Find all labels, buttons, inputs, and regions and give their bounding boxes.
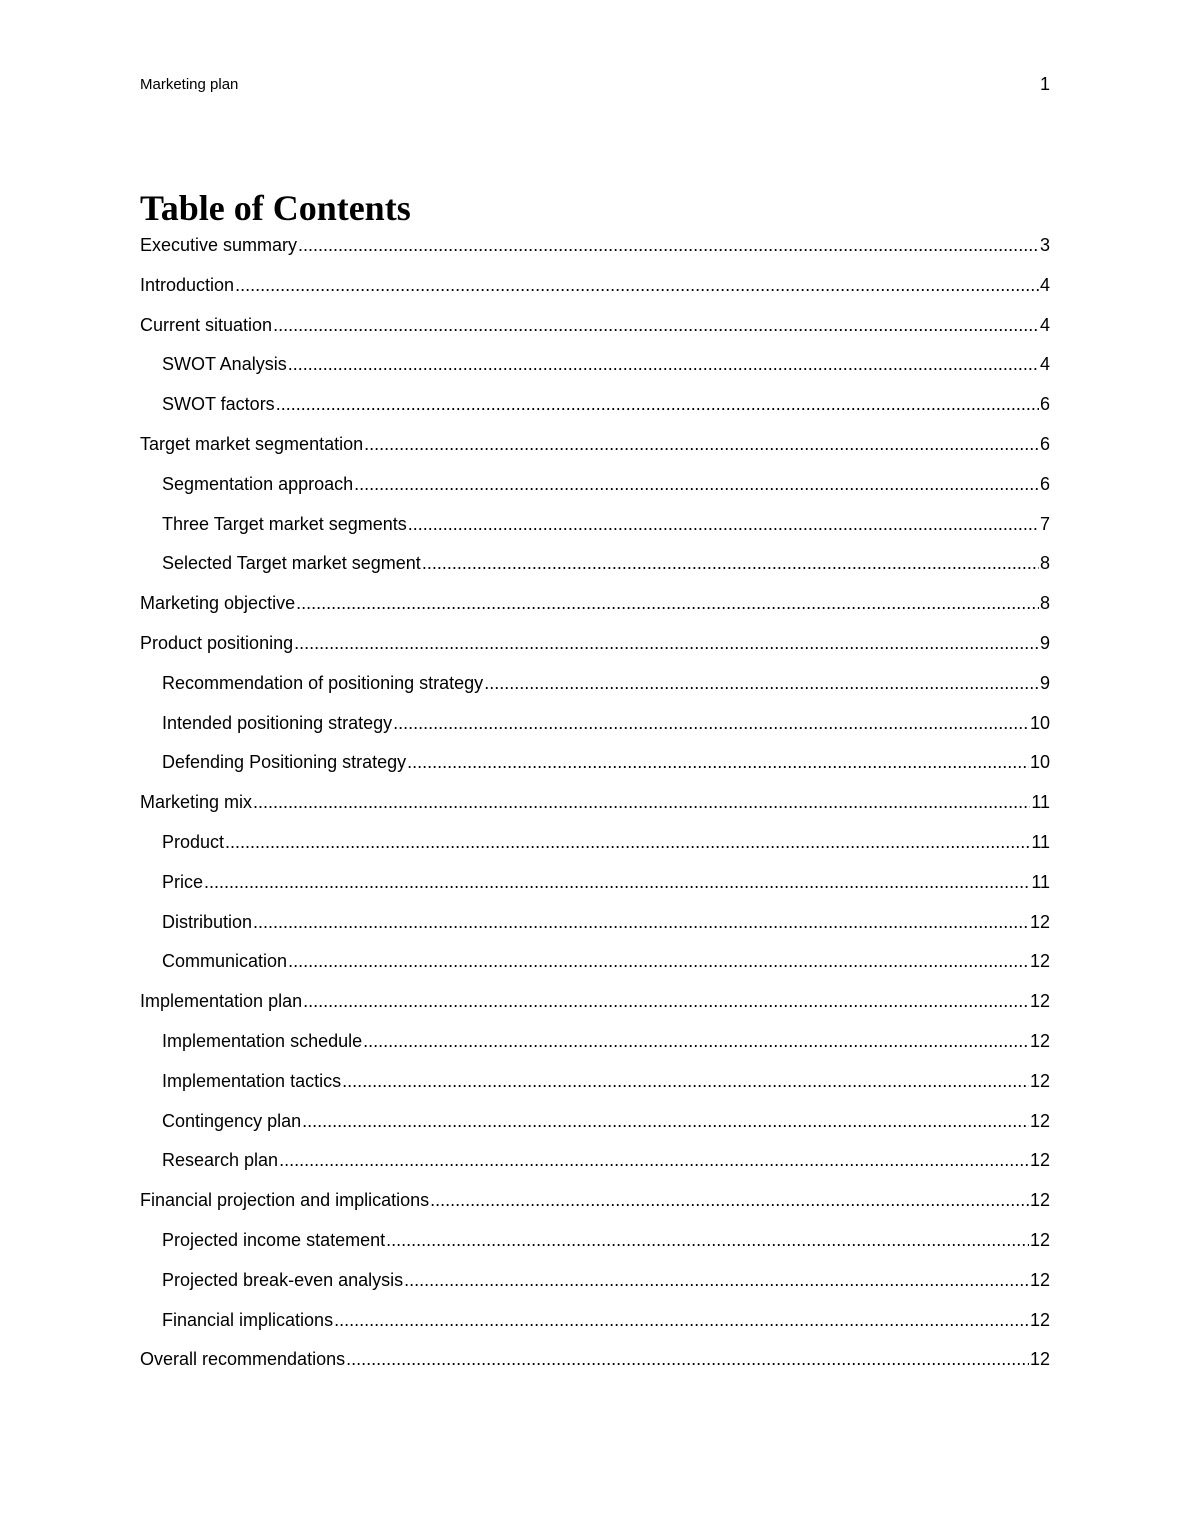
- toc-entry-page: 6: [1039, 394, 1050, 415]
- toc-entry-page: 12: [1029, 1070, 1050, 1091]
- toc-entry-title: Product: [162, 831, 225, 852]
- toc-entry[interactable]: [140, 664, 1050, 704]
- toc-entry[interactable]: [140, 982, 1050, 1022]
- toc-entry[interactable]: [140, 584, 1050, 624]
- toc-leader-dots: [346, 1340, 1029, 1380]
- toc-entry[interactable]: [140, 385, 1050, 425]
- toc-entry[interactable]: [140, 823, 1050, 863]
- toc-entry[interactable]: [140, 704, 1050, 744]
- toc-entry-title: Current situation: [140, 314, 273, 335]
- toc-entry[interactable]: [140, 1062, 1050, 1102]
- toc-entry-title: Distribution: [162, 911, 253, 932]
- toc-leader-dots: [303, 982, 1029, 1022]
- page-header: [140, 74, 1050, 96]
- toc-leader-dots: [288, 345, 1039, 385]
- toc-entry-title: Intended positioning strategy: [162, 712, 393, 733]
- toc-leader-dots: [342, 1062, 1029, 1102]
- toc-entry-page: 12: [1029, 1190, 1050, 1211]
- toc-entry[interactable]: [140, 226, 1050, 266]
- toc-entry[interactable]: [140, 1022, 1050, 1062]
- toc-entry-page: 12: [1029, 1229, 1050, 1250]
- toc-entry-page: 11: [1031, 831, 1050, 852]
- toc-entry[interactable]: [140, 266, 1050, 306]
- toc-entry[interactable]: [140, 425, 1050, 465]
- toc-entry-page: 12: [1029, 1030, 1050, 1051]
- toc-entry-page: 12: [1029, 1309, 1050, 1330]
- toc-entry-page: 4: [1039, 354, 1050, 375]
- toc-leader-dots: [334, 1301, 1029, 1341]
- toc-entry-title: Research plan: [162, 1150, 279, 1171]
- toc-entry-title: Segmentation approach: [162, 473, 354, 494]
- toc-entry-page: 8: [1039, 593, 1050, 614]
- toc-entry-page: 12: [1029, 1150, 1050, 1171]
- toc-leader-dots: [296, 584, 1039, 624]
- toc-entry[interactable]: [140, 345, 1050, 385]
- toc-leader-dots: [298, 226, 1039, 266]
- toc-entry-title: Price: [162, 871, 204, 892]
- toc-leader-dots: [484, 664, 1039, 704]
- toc-entry[interactable]: [140, 306, 1050, 346]
- toc-entry[interactable]: [140, 903, 1050, 943]
- toc-entry-title: Executive summary: [140, 235, 298, 255]
- toc-entry-page: 11: [1031, 792, 1050, 813]
- toc-entry-title: Marketing mix: [140, 792, 253, 813]
- toc-entry-page: 11: [1031, 871, 1050, 892]
- toc-entry-title: Introduction: [140, 274, 235, 295]
- toc-leader-dots: [273, 306, 1039, 346]
- toc-leader-dots: [386, 1221, 1029, 1261]
- toc-leader-dots: [302, 1102, 1029, 1142]
- toc-leader-dots: [354, 465, 1039, 505]
- toc-entry-page: 8: [1039, 553, 1050, 574]
- toc-entry-title: Defending Positioning strategy: [162, 752, 407, 773]
- toc-list: [140, 226, 1050, 1380]
- toc-leader-dots: [276, 385, 1039, 425]
- toc-entry-title: Target market segmentation: [140, 433, 364, 454]
- toc-entry-title: Marketing objective: [140, 593, 296, 614]
- toc-entry-title: Three Target market segments: [162, 513, 407, 534]
- toc-entry-title: SWOT Analysis: [162, 354, 287, 375]
- toc-leader-dots: [404, 1261, 1029, 1301]
- toc-leader-dots: [253, 903, 1029, 943]
- toc-leader-dots: [393, 704, 1029, 744]
- toc-entry-title: Selected Target market segment: [162, 553, 421, 574]
- toc-leader-dots: [279, 1141, 1029, 1181]
- toc-entry-page: 10: [1029, 752, 1050, 773]
- toc-entry-page: 3: [1039, 235, 1050, 255]
- toc-entry[interactable]: [140, 1261, 1050, 1301]
- toc-entry[interactable]: [140, 624, 1050, 664]
- toc-entry[interactable]: [140, 743, 1050, 783]
- toc-entry-title: Financial projection and implications: [140, 1190, 430, 1211]
- toc-entry[interactable]: [140, 1340, 1050, 1380]
- header-page-number: 1: [1039, 74, 1050, 94]
- toc-heading: Table of Contents: [140, 188, 411, 228]
- toc-entry-page: 12: [1029, 1110, 1050, 1131]
- toc-entry-title: Product positioning: [140, 632, 294, 653]
- toc-entry[interactable]: [140, 1221, 1050, 1261]
- toc-leader-dots: [363, 1022, 1029, 1062]
- toc-leader-dots: [288, 942, 1029, 982]
- toc-leader-dots: [364, 425, 1039, 465]
- toc-entry-page: 12: [1029, 911, 1050, 932]
- header-title: Marketing plan: [140, 76, 239, 93]
- toc-entry-title: Overall recommendations: [140, 1349, 346, 1370]
- toc-entry[interactable]: [140, 1141, 1050, 1181]
- toc-entry-title: Projected break-even analysis: [162, 1269, 404, 1290]
- toc-entry-title: Implementation plan: [140, 991, 303, 1012]
- toc-leader-dots: [430, 1181, 1029, 1221]
- toc-leader-dots: [407, 743, 1029, 783]
- toc-entry-page: 9: [1039, 672, 1050, 693]
- toc-entry-page: 6: [1039, 433, 1050, 454]
- toc-entry-title: Implementation schedule: [162, 1030, 363, 1051]
- toc-entry-title: Projected income statement: [162, 1229, 386, 1250]
- toc-leader-dots: [408, 505, 1039, 545]
- toc-entry-page: 12: [1029, 991, 1050, 1012]
- toc-entry-page: 12: [1029, 951, 1050, 972]
- toc-entry[interactable]: [140, 505, 1050, 545]
- toc-entry-page: 10: [1029, 712, 1050, 733]
- toc-entry-title: Financial implications: [162, 1309, 334, 1330]
- toc-entry-page: 9: [1039, 632, 1050, 653]
- toc-entry-title: Implementation tactics: [162, 1070, 342, 1091]
- toc-entry[interactable]: [140, 1181, 1050, 1221]
- toc-entry[interactable]: [140, 942, 1050, 982]
- toc-entry[interactable]: [140, 1301, 1050, 1341]
- toc-entry-title: Recommendation of positioning strategy: [162, 672, 484, 693]
- toc-entry-title: Communication: [162, 951, 288, 972]
- toc-entry-page: 7: [1039, 513, 1050, 534]
- toc-entry-page: 4: [1039, 314, 1050, 335]
- toc-leader-dots: [422, 544, 1039, 584]
- toc-leader-dots: [294, 624, 1039, 664]
- toc-leader-dots: [235, 266, 1039, 306]
- toc-leader-dots: [225, 823, 1030, 863]
- toc-entry[interactable]: [140, 863, 1050, 903]
- toc-entry-title: Contingency plan: [162, 1110, 302, 1131]
- toc-entry-page: 6: [1039, 473, 1050, 494]
- toc-entry-page: 12: [1029, 1349, 1050, 1370]
- toc-leader-dots: [253, 783, 1030, 823]
- toc-entry[interactable]: [140, 465, 1050, 505]
- toc-entry[interactable]: [140, 783, 1050, 823]
- toc-leader-dots: [204, 863, 1030, 903]
- toc-entry-title: SWOT factors: [162, 394, 275, 415]
- toc-entry-page: 12: [1029, 1269, 1050, 1290]
- toc-entry[interactable]: [140, 544, 1050, 584]
- toc-entry[interactable]: [140, 1102, 1050, 1142]
- toc-entry-page: 4: [1039, 274, 1050, 295]
